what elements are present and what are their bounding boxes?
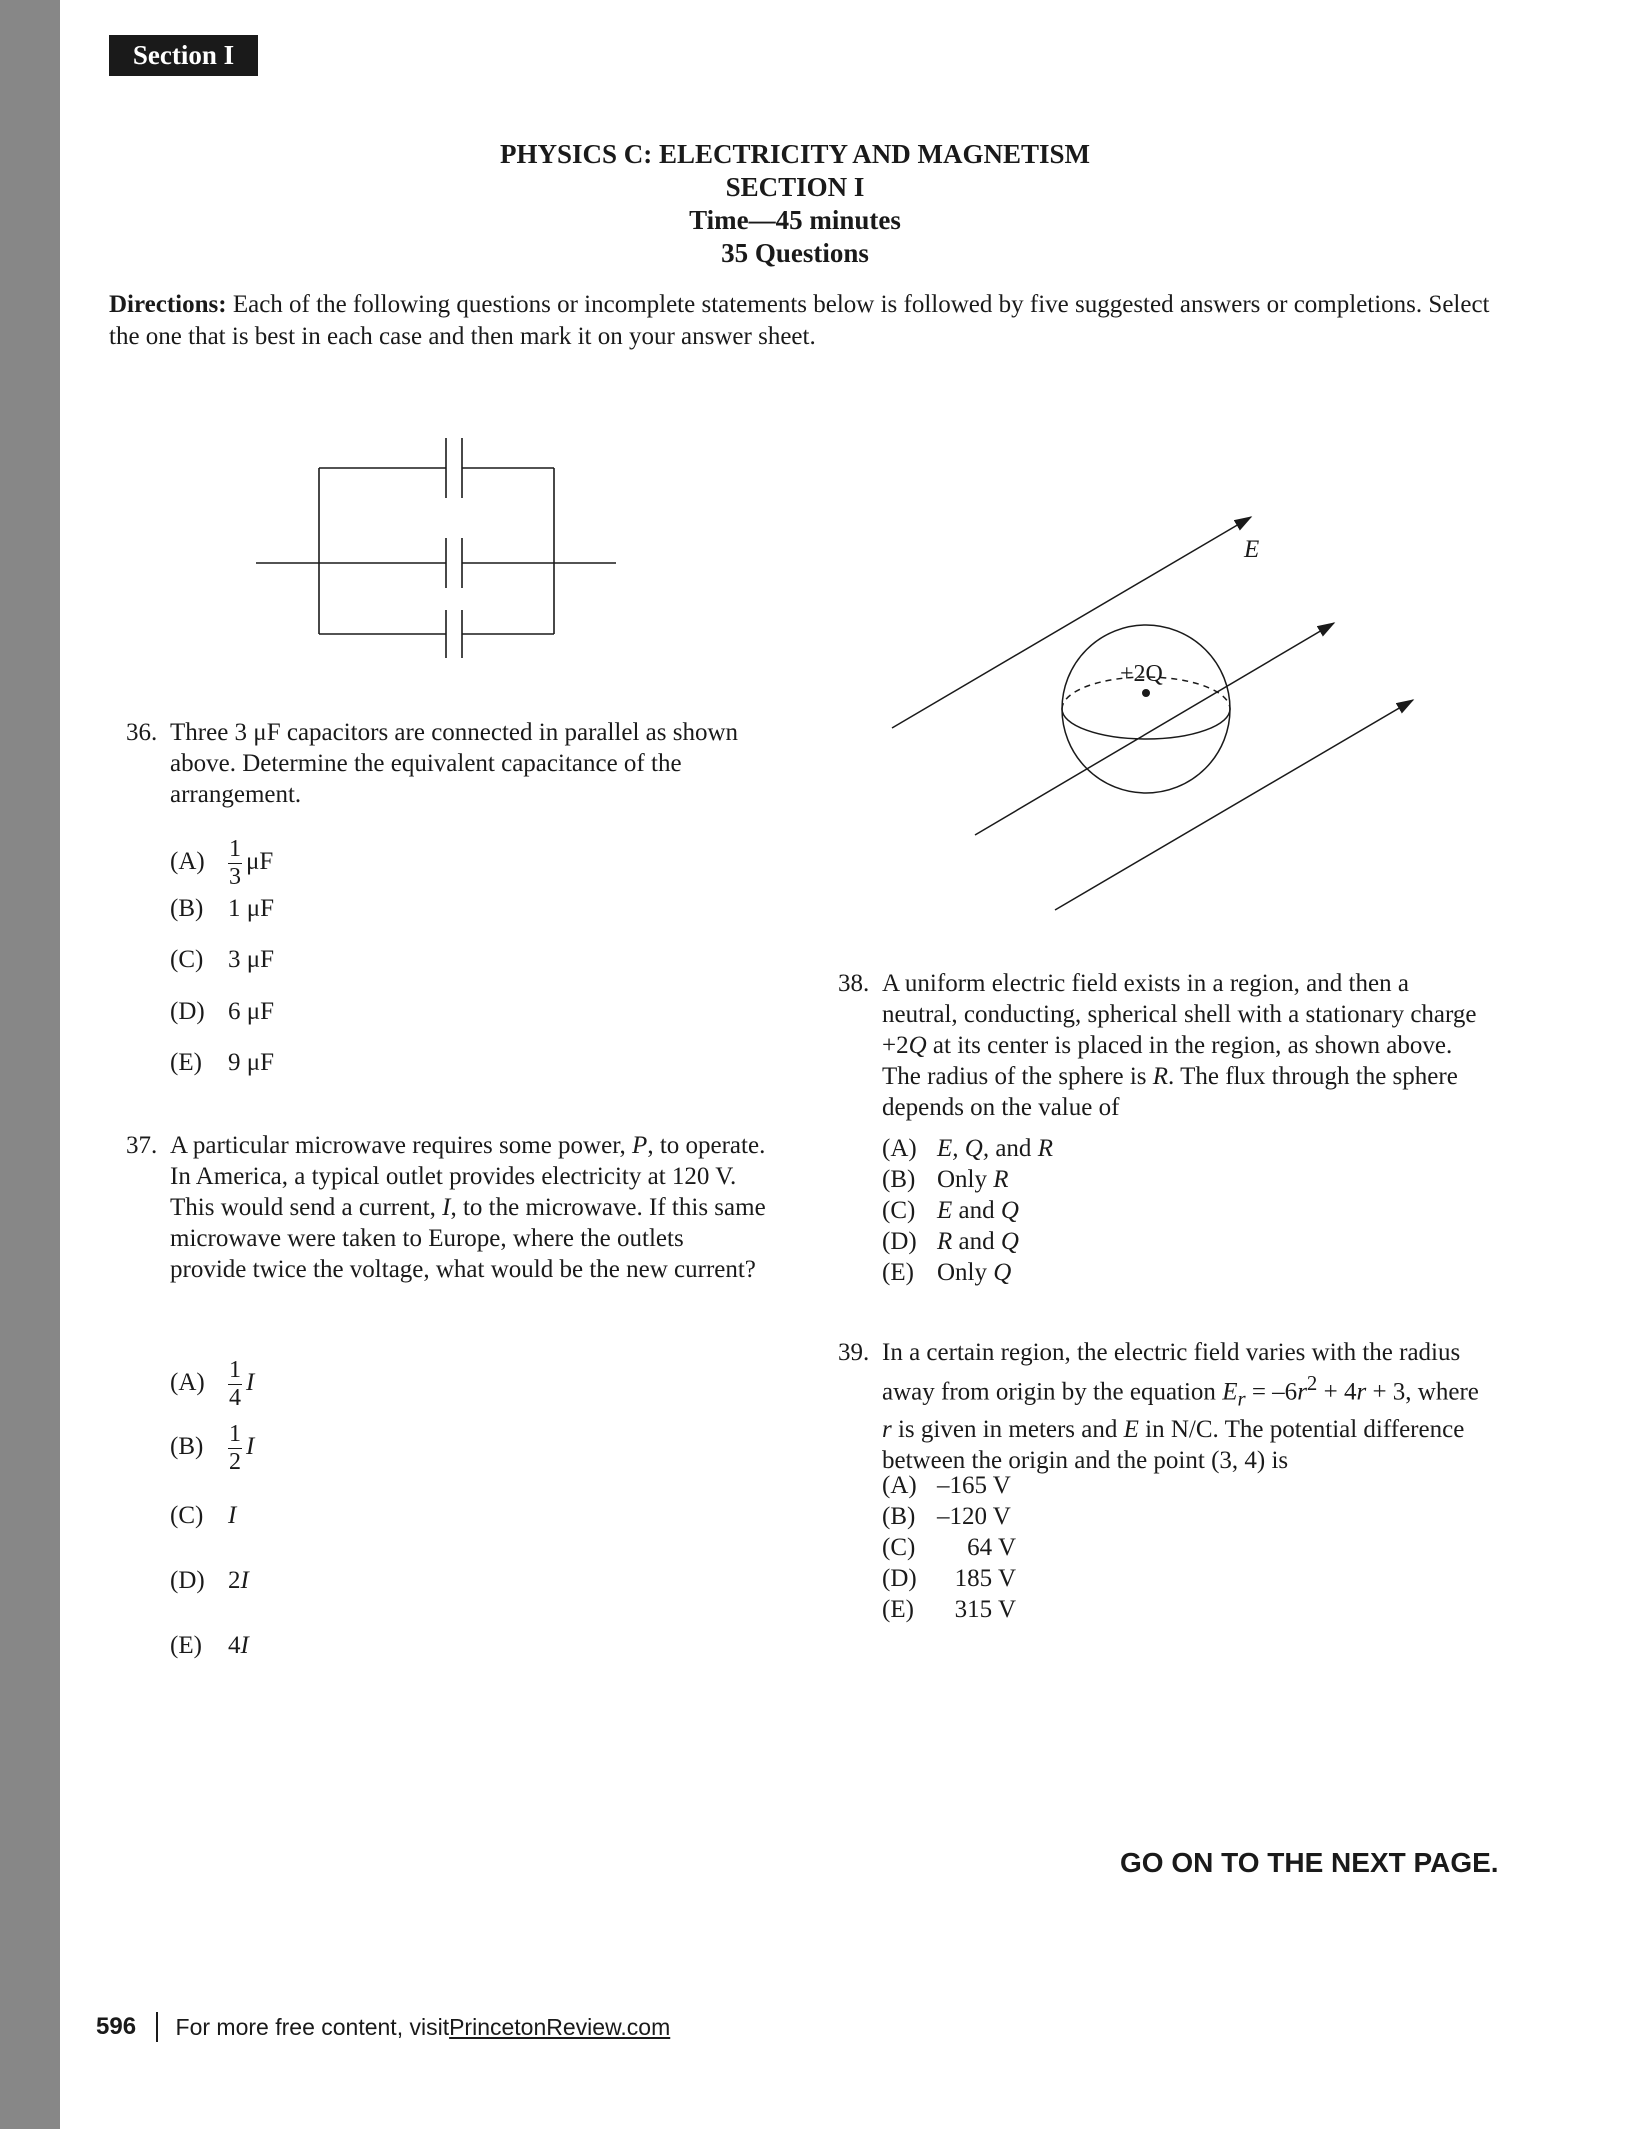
question-number: 36. xyxy=(126,719,158,746)
choice-label: (A) xyxy=(882,1472,917,1499)
section-tab xyxy=(109,35,258,76)
directions xyxy=(109,289,1509,353)
choice-label: (D) xyxy=(882,1228,917,1255)
choice-37-b[interactable]: (B) $\frac{1}{2}$ I xyxy=(170,1421,255,1475)
choice-text: 315 V xyxy=(954,1596,1016,1623)
fraction xyxy=(228,836,242,891)
choice-36-e[interactable] xyxy=(170,1047,274,1078)
choice-39-d[interactable] xyxy=(882,1563,1016,1594)
choice-label: (B) xyxy=(882,1503,916,1530)
field-line-3 xyxy=(1055,700,1413,910)
numerator: 1 xyxy=(229,836,241,862)
directions-text: Each of the following questions or incomplete statements below is followed by five suggested answers or completions. Select the one that is best in each case and then mark it on your answer sheet. xyxy=(109,291,1490,350)
choice-39-e[interactable] xyxy=(882,1594,1016,1625)
footer-text: For more free content, visit xyxy=(175,2013,450,2040)
question-36 xyxy=(126,717,766,810)
header-time: Time—45 minutes xyxy=(689,205,901,235)
charge-label: +2Q xyxy=(1120,661,1163,687)
choice-label: (D) xyxy=(170,998,205,1025)
choice-label: (C) xyxy=(170,946,204,973)
choice-36-a[interactable] xyxy=(170,836,273,891)
footer-divider xyxy=(156,2012,158,2042)
choice-label: (E) xyxy=(882,1596,914,1623)
choice-label: (E) xyxy=(882,1259,914,1286)
question-number: 37. xyxy=(126,1132,158,1159)
choice-36-b[interactable] xyxy=(170,893,274,924)
question-stem: A uniform electric field exists in a region, and then a neutral, conducting, spherical shell with a stationary charge +2Q at its center is placed in the region, as shown above. The radius of the sphere is R. The flux through the sphere depends on the value of xyxy=(882,970,1477,1121)
section-tab-label: Section I xyxy=(132,40,235,70)
choice-37-c[interactable]: (C) I xyxy=(170,1502,237,1529)
choice-label: (A) xyxy=(170,1369,205,1397)
choice-36-c[interactable] xyxy=(170,944,274,975)
choice-label: (B) xyxy=(882,1166,916,1193)
choice-label: (B) xyxy=(170,895,204,922)
choice-39-a[interactable] xyxy=(882,1470,1011,1501)
choice-text: 64 V xyxy=(967,1534,1016,1561)
fraction: $\frac{1}{4}$ xyxy=(229,1357,241,1411)
choice-37-e[interactable]: (E) 4I xyxy=(170,1632,249,1659)
choice-text: –120 V xyxy=(937,1503,1011,1530)
choice-text: 9 μF xyxy=(228,1049,275,1076)
capacitor-circuit-diagram xyxy=(256,438,626,648)
question-number: 39. xyxy=(838,1339,870,1366)
spherical-shell xyxy=(1062,625,1230,793)
choice-label: (E) xyxy=(170,1632,202,1659)
question-stem: Three 3 μF capacitors are connected in parallel as shown above. Determine the equivalent capacitance of the arrangement. xyxy=(170,719,739,808)
question-39 xyxy=(838,1337,1483,1476)
choice-38-e[interactable]: (E) Only Q xyxy=(882,1259,1012,1286)
choice-text: 6 μF xyxy=(228,998,275,1025)
choice-label: (A) xyxy=(882,1135,917,1162)
page-number: 596 xyxy=(96,2013,137,2040)
choice-label: (D) xyxy=(170,1567,205,1594)
field-line-2 xyxy=(975,623,1334,835)
field-label-E: E xyxy=(1244,536,1260,563)
choice-37-d[interactable]: (D) 2I xyxy=(170,1567,249,1594)
choice-38-b[interactable]: (B) Only R xyxy=(882,1166,1009,1193)
field-line-1 xyxy=(892,517,1251,728)
choice-label: (B) xyxy=(170,1433,204,1461)
question-stem: In a certain region, the electric field varies with the radius away from origin by the equation $E_r = -6r^2 + 4r + 3$, where r is given in meters and E in N/C. The potential difference between the origin and the point (3, 4) is xyxy=(882,1339,1479,1475)
choice-label: (D) xyxy=(882,1565,917,1592)
choice-label: (C) xyxy=(170,1502,204,1529)
choice-text: –165 V xyxy=(937,1472,1011,1499)
choice-label: (A) xyxy=(170,848,205,876)
choice-38-a[interactable]: (A) E, Q, and R xyxy=(882,1135,1053,1162)
choice-36-d[interactable] xyxy=(170,996,274,1027)
go-on-notice: GO ON TO THE NEXT PAGE. xyxy=(1120,1847,1499,1878)
page-header xyxy=(60,138,1530,270)
electric-field-sphere-diagram xyxy=(880,500,1420,940)
fraction: $\frac{1}{2}$ xyxy=(229,1421,241,1475)
page-footer xyxy=(96,2012,670,2042)
choice-text: 3 μF xyxy=(228,946,275,973)
question-number: 38. xyxy=(838,970,870,997)
choice-label: (C) xyxy=(882,1197,916,1224)
footer-link[interactable]: PrincetonReview.com xyxy=(449,2013,671,2040)
header-section: SECTION I xyxy=(725,172,865,202)
center-charge-dot xyxy=(1142,689,1150,697)
choice-39-b[interactable] xyxy=(882,1501,1011,1532)
question-37 xyxy=(126,1130,766,1285)
header-question-count: 35 Questions xyxy=(721,238,869,268)
choice-37-a[interactable]: (A) $\frac{1}{4}$ I xyxy=(170,1357,255,1411)
left-margin-bar xyxy=(0,0,60,2129)
denominator: 3 xyxy=(229,864,241,890)
choice-39-c[interactable] xyxy=(882,1532,1016,1563)
directions-label: Directions: xyxy=(109,291,227,318)
choice-38-c[interactable]: (C) E and Q xyxy=(882,1197,1019,1224)
question-38 xyxy=(838,968,1483,1123)
choice-text: 185 V xyxy=(954,1565,1016,1592)
header-title: PHYSICS C: ELECTRICITY AND MAGNETISM xyxy=(499,139,1091,169)
unit: μF xyxy=(246,848,274,876)
question-stem: A particular microwave requires some power, P, to operate. In America, a typical outlet provides electricity at 120 V. This would send a current, I, to the microwave. If this same microwave were taken to Europe, where the outlets provide twice the voltage, what would be the new current? xyxy=(170,1132,766,1283)
choice-text: 1 μF xyxy=(228,895,275,922)
choice-label: (C) xyxy=(882,1534,916,1561)
choice-label: (E) xyxy=(170,1049,202,1076)
choice-38-d[interactable]: (D) R and Q xyxy=(882,1228,1019,1255)
